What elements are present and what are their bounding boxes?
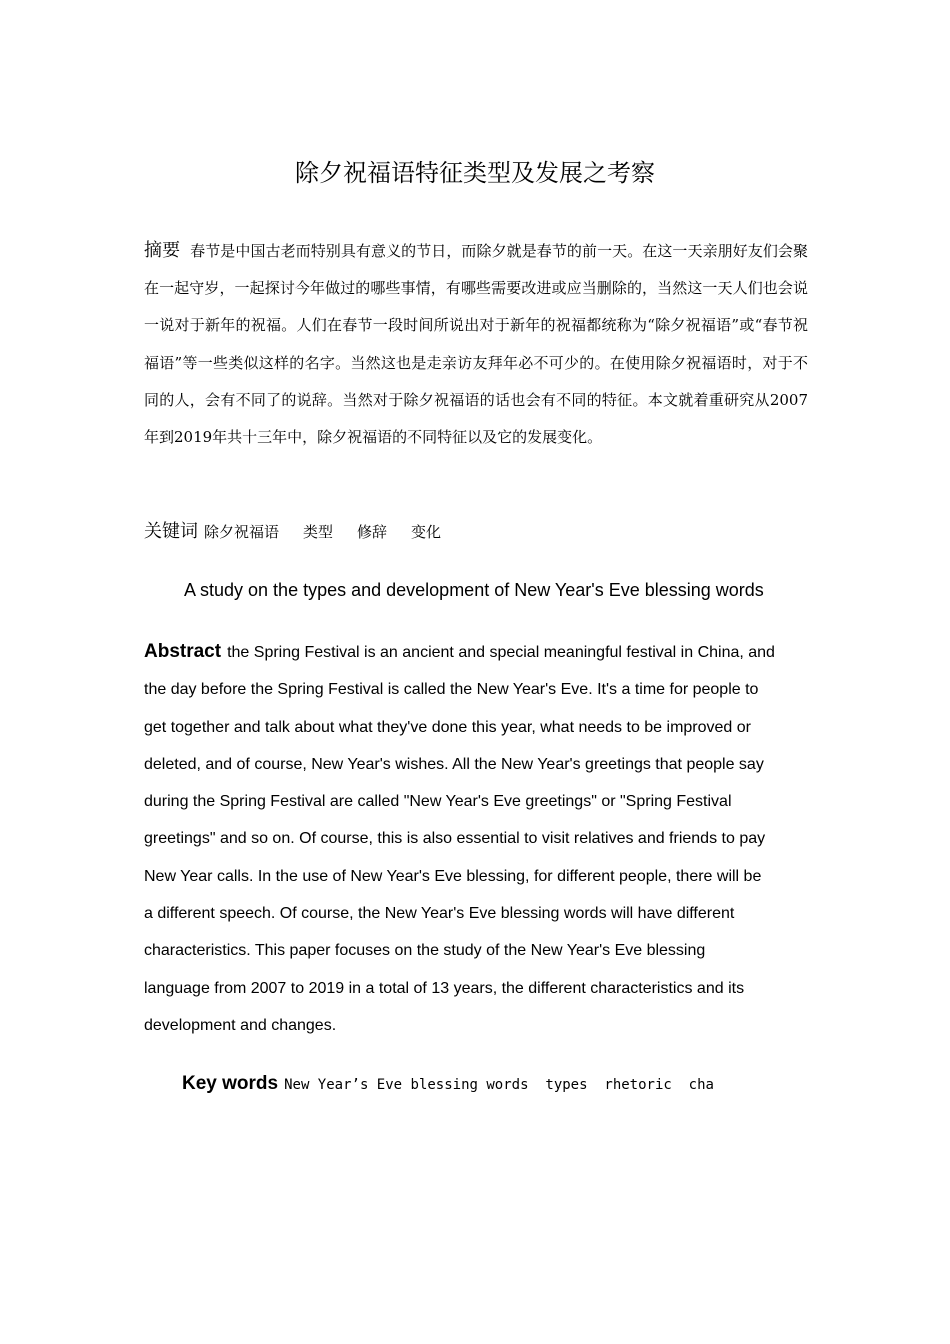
english-abstract-line: the Spring Festival is an ancient and special meaningful festival in China, and xyxy=(227,644,775,661)
chinese-keyword: 变化 xyxy=(411,523,442,541)
english-abstract-line: get together and talk about what they've done this year, what needs to be improved or xyxy=(144,718,751,736)
chinese-title: 除夕祝福语特征类型及发展之考察 xyxy=(295,159,655,187)
chinese-abstract xyxy=(144,232,808,456)
english-abstract-line: characteristics. This paper focuses on the study of the New Year's Eve blessing xyxy=(144,942,706,960)
english-keywords xyxy=(182,1068,714,1101)
english-abstract-line: during the Spring Festival are called "New Year's Eve greetings" or "Spring Festival xyxy=(144,793,732,811)
chinese-abstract-label: 摘要 xyxy=(144,240,181,261)
english-abstract-line: New Year calls. In the use of New Year's Eve blessing, for different people, there will be xyxy=(144,867,762,885)
english-abstract-line: a different speech. Of course, the New Year's Eve blessing words will have different xyxy=(144,905,735,923)
english-abstract-line: language from 2007 to 2019 in a total of 13 years, the different characteristics and its xyxy=(144,979,745,997)
english-title: A study on the types and development of New Year's Eve blessing words xyxy=(184,580,764,600)
english-keywords-terms: New Year’s Eve blessing words types rhetoric cha xyxy=(284,1077,714,1093)
chinese-keywords-label: 关键词 xyxy=(144,521,198,542)
chinese-keyword: 除夕祝福语 xyxy=(204,523,280,541)
english-abstract-line: the day before the Spring Festival is called the New Year's Eve. It's a time for people to xyxy=(144,681,759,699)
chinese-keyword: 类型 xyxy=(303,523,334,541)
chinese-keyword: 修辞 xyxy=(357,523,388,541)
english-abstract-line: greetings" and so on. Of course, this is also essential to visit relatives and friends to pay xyxy=(144,830,766,848)
english-keywords-label: Key words xyxy=(182,1073,279,1094)
english-abstract-line: development and changes. xyxy=(144,1016,337,1034)
chinese-abstract-text: 春节是中国古老而特别具有意义的节日，而除夕就是春节的前一天。在这一天亲朋好友们会聚在一起守岁，一起探讨今年做过的哪些事情，有哪些需要改进或应当删除的，当然这一天人们也会说一说对于新年的祝福。人们在春节一段时间所说出对于新年的祝福都统称为“除夕祝福语”或“春节祝福语”等一些类似这样的名字。当然这也是走亲访友拜年必不可少的。在使用除夕祝福语时，对于不同的人，会有不同了的说辞。当然对于除夕祝福语的话也会有不同的特征。本文就着重研究从2007年到2019年共十三年中，除夕祝福语的不同特征以及它的发展变化。 xyxy=(144,242,809,447)
chinese-keywords xyxy=(144,514,465,550)
english-abstract-label: Abstract xyxy=(144,641,222,662)
english-abstract xyxy=(144,633,808,1044)
english-abstract-line: deleted, and of course, New Year's wishes. All the New Year's greetings that people say xyxy=(144,755,764,773)
